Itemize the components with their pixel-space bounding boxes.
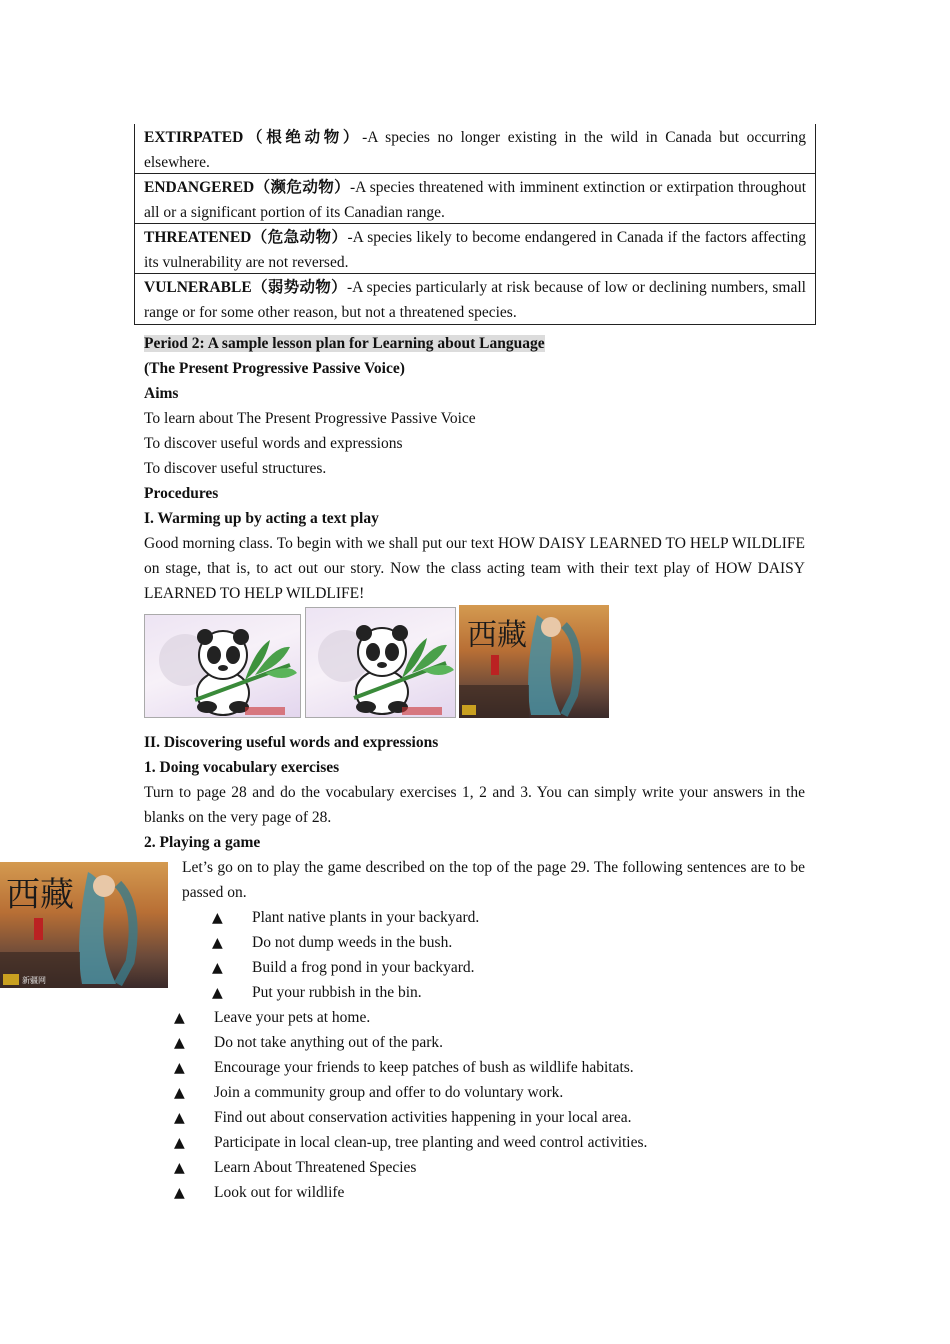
list-item: ▲ Plant native plants in your backyard. [212, 905, 479, 931]
definition: -A species no longer existing in the wild in Canada but occurring elsewhere. [144, 129, 806, 171]
list-item: ▲ Join a community group and offer to do voluntary work. [174, 1080, 563, 1106]
poster-title-text: 西藏 [467, 618, 527, 653]
tibet-poster-image [0, 862, 168, 988]
sub1-text: Turn to page 28 and do the vocabulary exercises 1, 2 and 3. You can simply write your answers in the blanks on the very page of 28. [144, 784, 805, 826]
term: EXTIRPATED（根绝动物） [144, 129, 363, 146]
section1-text: Good morning class. To begin with we shall put our text HOW DAISY LEARNED TO HELP WILDLIFE on stage, that is, to act out our story. Now the class acting team with their text play of HOW DAISY LEARNED TO HELP WILDLIFE! [144, 535, 805, 602]
list-item: ▲ Do not take anything out of the park. [174, 1030, 443, 1056]
bullet-triangle-icon: ▲ [212, 910, 223, 926]
tibet-poster-illustration [0, 862, 168, 988]
table-row [135, 224, 815, 274]
definition: -A species likely to become endangered in Canada if the factors affecting its vulnerability are not reversed. [144, 229, 806, 271]
poster-title-text: 西藏 [6, 875, 74, 915]
sub2-text: Let’s go on to play the game described on the top of the page 29. The following sentences are to be passed on. [182, 859, 805, 901]
aims-heading: Aims [144, 385, 179, 402]
panda-image [305, 607, 456, 718]
bullet-triangle-icon: ▲ [174, 1185, 185, 1201]
bullet-triangle-icon: ▲ [212, 985, 223, 1001]
list-item: ▲ Look out for wildlife [174, 1180, 344, 1206]
tibet-poster-illustration [459, 605, 609, 718]
aim-item: To learn about The Present Progressive Passive Voice [144, 410, 476, 427]
table-row [135, 124, 815, 174]
list-item: ▲ Find out about conservation activities happening in your local area. [174, 1105, 632, 1131]
list-item: ▲ Learn About Threatened Species [174, 1155, 416, 1181]
bullet-triangle-icon: ▲ [174, 1135, 185, 1151]
definition: -A species threatened with imminent extinction or extirpation throughout all or a significant portion of its Canadian range. [144, 179, 806, 221]
bullet-triangle-icon: ▲ [174, 1160, 185, 1176]
table-row [135, 274, 815, 324]
term: VULNERABLE（弱势动物） [144, 279, 347, 296]
poster-badge-text: 新疆网 [22, 976, 46, 985]
bullet-triangle-icon: ▲ [174, 1110, 185, 1126]
term: ENDANGERED（濒危动物） [144, 179, 350, 196]
term: THREATENED（危急动物） [144, 229, 348, 246]
list-item: ▲ Build a frog pond in your backyard. [212, 955, 475, 981]
subtitle: (The Present Progressive Passive Voice) [144, 360, 405, 377]
bullet-triangle-icon: ▲ [174, 1060, 185, 1076]
definition: -A species particularly at risk because of low or declining numbers, small range or for some other reason, but not a threatened species. [144, 279, 806, 321]
definition-table [134, 124, 816, 325]
section1-heading: I. Warming up by acting a text play [144, 510, 379, 527]
list-item: ▲ Leave your pets at home. [174, 1005, 370, 1031]
aim-item: To discover useful structures. [144, 460, 327, 477]
sub1-heading: 1. Doing vocabulary exercises [144, 759, 340, 776]
list-item: ▲ Do not dump weeds in the bush. [212, 930, 452, 956]
procedures-heading: Procedures [144, 485, 219, 502]
list-item: ▲ Participate in local clean-up, tree planting and weed control activities. [174, 1130, 647, 1156]
panda-illustration [145, 615, 301, 718]
bullet-triangle-icon: ▲ [174, 1085, 185, 1101]
tibet-poster-image [459, 605, 609, 718]
panda-illustration [306, 608, 456, 718]
bullet-triangle-icon: ▲ [212, 935, 223, 951]
panda-image [144, 614, 301, 718]
aim-item: To discover useful words and expressions [144, 435, 403, 452]
bullet-triangle-icon: ▲ [174, 1010, 185, 1026]
list-item: ▲ Put your rubbish in the bin. [212, 980, 422, 1006]
table-row [135, 174, 815, 224]
bullet-triangle-icon: ▲ [212, 960, 223, 976]
sub2-heading: 2. Playing a game [144, 834, 261, 851]
bullet-triangle-icon: ▲ [174, 1035, 185, 1051]
section2-heading: II. Discovering useful words and expressions [144, 734, 439, 751]
list-item: ▲ Encourage your friends to keep patches of bush as wildlife habitats. [174, 1055, 634, 1081]
period-title: Period 2: A sample lesson plan for Learning about Language [144, 335, 545, 352]
